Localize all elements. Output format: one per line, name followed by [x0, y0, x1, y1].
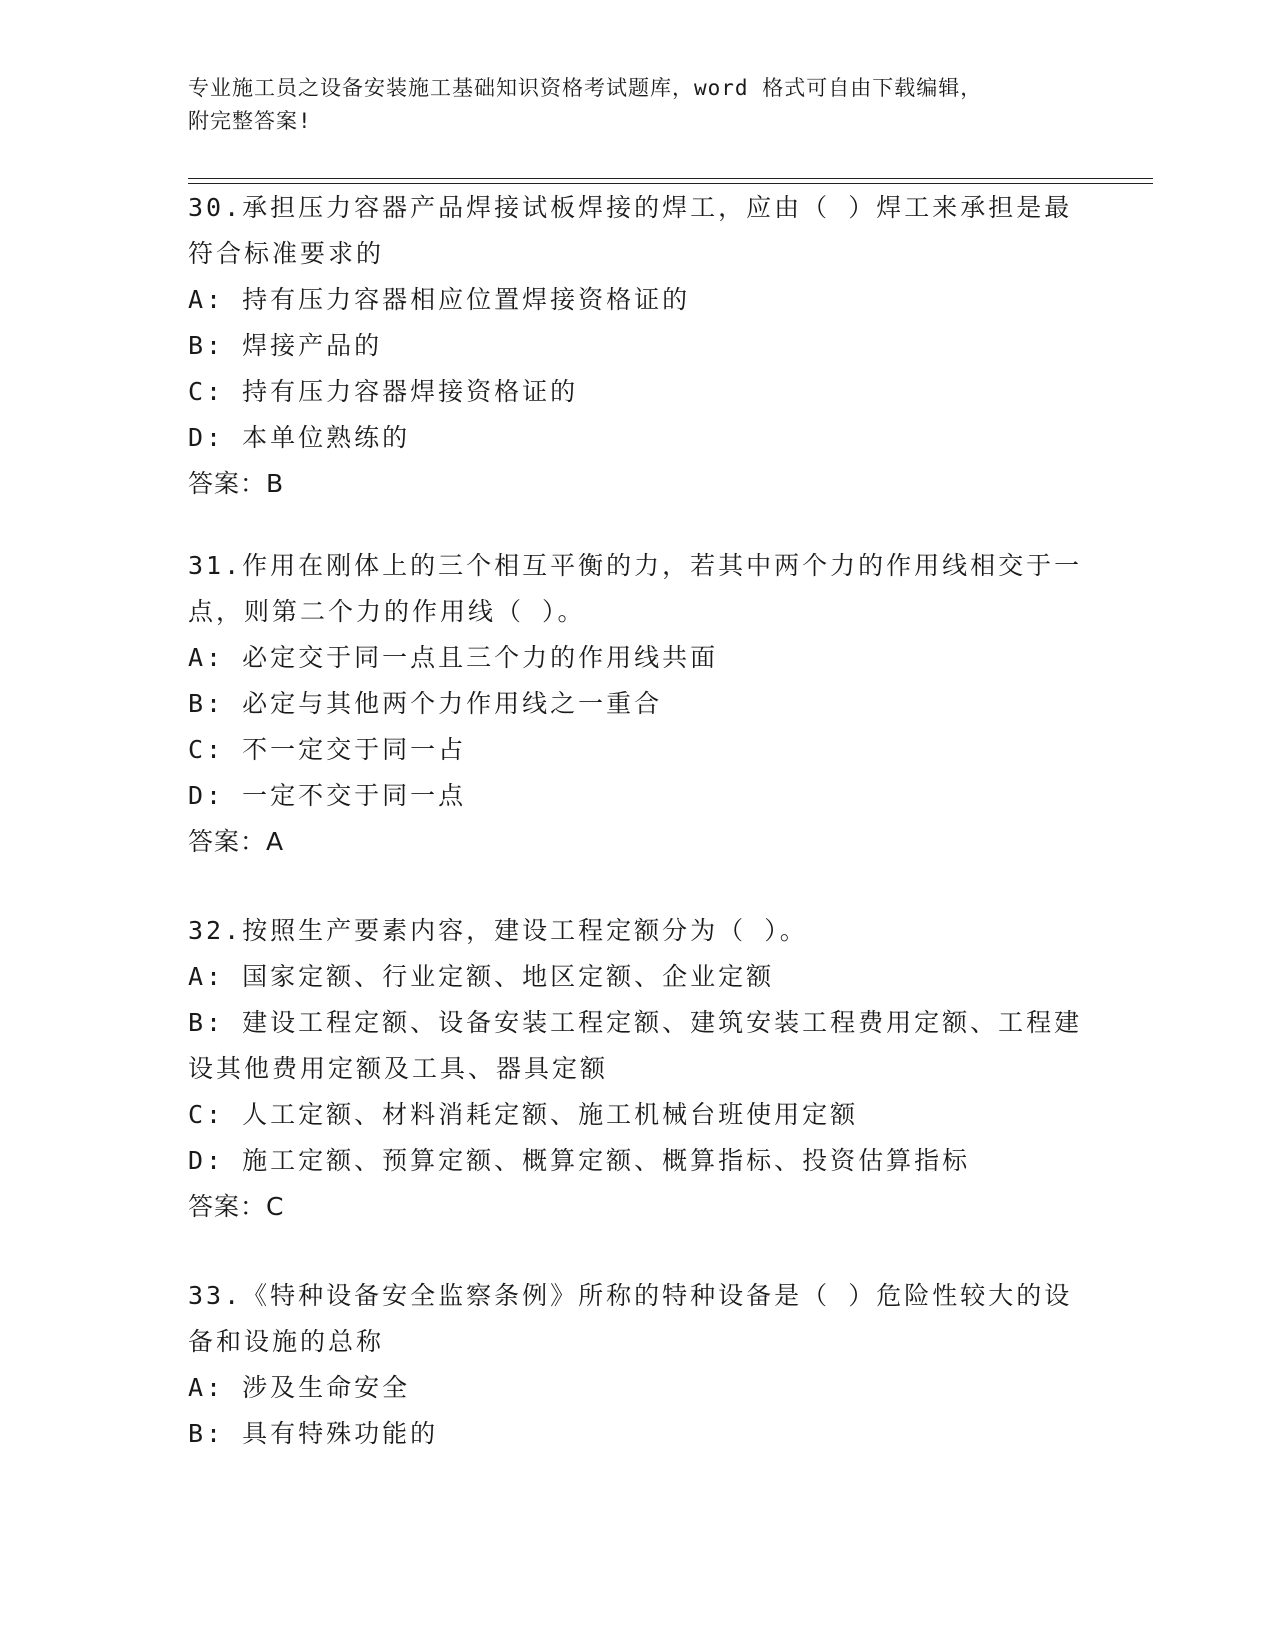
option-b: B: 建设工程定额、设备安装工程定额、建筑安装工程费用定额、工程建设其他费用定额及工具、器具定额	[188, 1008, 1083, 1083]
header-line-1: 专业施工员之设备安装施工基础知识资格考试题库，word 格式可自由下载编辑，	[188, 76, 983, 100]
option-a: A: 持有压力容器相应位置焊接资格证的	[188, 285, 691, 314]
header-divider-bottom	[188, 183, 1153, 184]
option-b: B: 具有特殊功能的	[188, 1419, 439, 1448]
option-b: B: 焊接产品的	[188, 331, 383, 360]
question-stem: 31.作用在刚体上的三个相互平衡的力，若其中两个力的作用线相交于一点，则第二个力的作用线（ ）。	[188, 551, 1083, 626]
answer: 答案：B	[188, 469, 285, 498]
header-divider-top	[188, 178, 1153, 179]
option-a: A: 必定交于同一点且三个力的作用线共面	[188, 643, 719, 672]
option-a: A: 国家定额、行业定额、地区定额、企业定额	[188, 962, 775, 991]
option-c: C: 持有压力容器焊接资格证的	[188, 377, 579, 406]
option-b: B: 必定与其他两个力作用线之一重合	[188, 689, 663, 718]
option-c: C: 不一定交于同一占	[188, 735, 467, 764]
option-c: C: 人工定额、材料消耗定额、施工机械台班使用定额	[188, 1100, 859, 1129]
option-d: D: 本单位熟练的	[188, 423, 411, 452]
question-32	[188, 908, 1088, 1230]
option-d: D: 施工定额、预算定额、概算定额、概算指标、投资估算指标	[188, 1146, 971, 1175]
header-line-2: 附完整答案!	[188, 109, 312, 133]
option-d: D: 一定不交于同一点	[188, 781, 467, 810]
question-stem: 33.《特种设备安全监察条例》所称的特种设备是（ ）危险性较大的设备和设施的总称	[188, 1281, 1073, 1356]
question-33	[188, 1273, 1088, 1457]
question-stem: 30.承担压力容器产品焊接试板焊接的焊工，应由（ ）焊工来承担是最符合标准要求的	[188, 193, 1073, 268]
option-a: A: 涉及生命安全	[188, 1373, 411, 1402]
answer: 答案：A	[188, 827, 285, 856]
question-31	[188, 543, 1088, 865]
document-header	[188, 72, 1088, 138]
answer: 答案：C	[188, 1192, 285, 1221]
question-stem: 32.按照生产要素内容，建设工程定额分为（ ）。	[188, 916, 808, 945]
question-30	[188, 185, 1088, 507]
